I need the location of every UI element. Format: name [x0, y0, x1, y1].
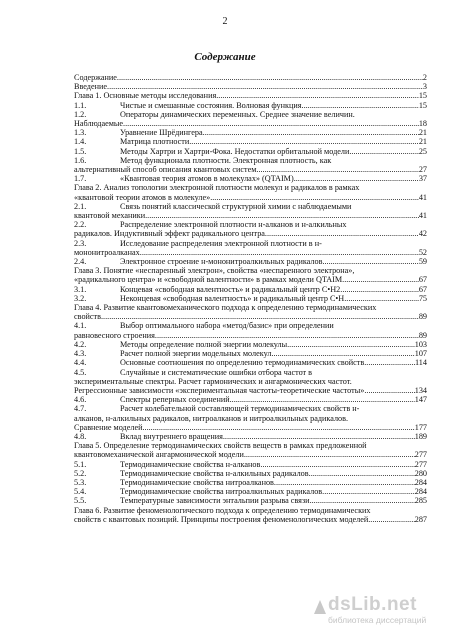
watermark-logo: [312, 594, 440, 628]
toc-line: [74, 303, 427, 312]
toc-page: 89: [418, 330, 427, 340]
dot-leader: [322, 257, 418, 266]
dot-leader: [210, 193, 419, 202]
toc-page: 284: [414, 487, 427, 497]
toc-line: [74, 368, 427, 377]
toc-entry[interactable]: [74, 496, 427, 505]
toc-entry[interactable]: [74, 506, 427, 524]
toc-page: 89: [418, 312, 427, 322]
toc-entry[interactable]: [74, 469, 427, 478]
toc-line: [74, 496, 427, 505]
toc-text-continued: свойств с квантовых позиций. Принципы построения феноменологических моделей: [74, 514, 369, 524]
toc-number: 2.3.: [74, 238, 87, 248]
dot-leader: [364, 358, 415, 367]
toc-line-continued: [74, 377, 427, 386]
toc-text-continued: Регрессионные зависимости «экспериментальная частоты-теоретические частоты»: [74, 385, 365, 395]
toc-line: [74, 469, 427, 478]
toc-page: 285: [414, 496, 427, 506]
toc-page: 67: [418, 275, 427, 285]
toc-line: [74, 91, 427, 100]
toc-line-continued: [74, 515, 427, 524]
toc-line: [74, 404, 427, 413]
toc-text: Случайные и систематические ошибки отбора частот в: [120, 367, 313, 377]
toc-line: [74, 147, 427, 156]
toc-entry[interactable]: [74, 478, 427, 487]
page-title: Содержание: [194, 51, 256, 63]
toc-number: 4.8.: [74, 431, 87, 441]
toc-entry[interactable]: [74, 147, 427, 156]
toc-page: 41: [418, 192, 427, 202]
toc-page: 284: [414, 477, 427, 487]
toc-line: [74, 432, 427, 441]
toc-entry[interactable]: [74, 340, 427, 349]
toc-page: 3: [422, 82, 427, 92]
toc-line-continued: [74, 275, 427, 284]
dot-leader: [101, 312, 419, 321]
toc-entry[interactable]: [74, 441, 427, 459]
toc-line: [74, 156, 427, 165]
toc-number: 2.1.: [74, 201, 87, 211]
toc-line-continued: [74, 386, 427, 395]
toc-number: 4.6.: [74, 395, 87, 405]
toc-line: [74, 239, 427, 248]
toc-number: 2.4.: [74, 257, 87, 267]
toc-entry[interactable]: [74, 303, 427, 321]
toc-entry[interactable]: [74, 321, 427, 339]
toc-page: 67: [418, 284, 427, 294]
toc-page: 189: [414, 431, 427, 441]
dot-leader: [322, 487, 415, 496]
table-of-contents: [74, 73, 427, 524]
dot-leader: [140, 248, 419, 257]
page-number: 2: [222, 16, 228, 27]
toc-page: 15: [418, 100, 427, 110]
toc-page: 287: [414, 514, 427, 524]
watermark-caption: библиотека диссертаций: [328, 615, 427, 625]
dot-leader: [287, 340, 415, 349]
toc-entry[interactable]: [74, 220, 427, 238]
dot-leader: [244, 450, 415, 459]
toc-entry[interactable]: [74, 82, 427, 91]
toc-number: 5.2.: [74, 468, 87, 478]
toc-line: [74, 202, 427, 211]
toc-text: Глава 6. Развитие феноменологического подхода к определению термодинамических: [74, 505, 371, 515]
toc-page: 2: [422, 73, 427, 82]
toc-text-continued: Наблюдаемые: [74, 119, 124, 129]
toc-text-continued: Сравнение моделей: [74, 422, 143, 432]
toc-line-continued: [74, 248, 427, 257]
toc-entry[interactable]: [74, 285, 427, 294]
toc-number: 1.2.: [74, 109, 87, 119]
toc-line: [74, 460, 427, 469]
dot-leader: [294, 174, 419, 183]
toc-line: [74, 441, 427, 450]
toc-text-continued: алканов, н-алкильных радикалов, нитроалканов и нитроалкильных радикалов.: [74, 413, 349, 423]
toc-line-continued: [74, 414, 427, 423]
toc-number: 4.3.: [74, 349, 87, 359]
toc-page: 42: [418, 229, 427, 239]
toc-line-continued: [74, 193, 427, 202]
toc-text: Концевая «свободная валентность» и радикальный центр C•H2: [120, 284, 341, 294]
toc-number: 4.1.: [74, 321, 87, 331]
toc-text: Термодинамические свойства нитроалканов: [120, 477, 274, 487]
toc-line: [74, 82, 427, 91]
toc-page: 41: [418, 211, 427, 221]
toc-number: 5.1.: [74, 459, 87, 469]
dot-leader: [145, 211, 419, 220]
toc-entry[interactable]: [74, 137, 427, 146]
toc-line: [74, 174, 427, 183]
toc-page: 18: [418, 119, 427, 129]
toc-entry[interactable]: [74, 395, 427, 404]
toc-page: 59: [418, 257, 427, 267]
toc-text-continued: «радикального центра» и «свободной валентности» в рамках модели QTAIM: [74, 275, 343, 285]
toc-page: 107: [414, 349, 427, 359]
toc-page: 114: [415, 358, 427, 368]
toc-text: Операторы динамических переменных. Среднее значение величин.: [120, 109, 355, 119]
dot-leader: [309, 469, 415, 478]
toc-text: Глава 1. Основные методы исследования: [74, 91, 217, 101]
toc-entry[interactable]: [74, 404, 427, 432]
toc-entry[interactable]: [74, 349, 427, 358]
toc-number: 2.2.: [74, 220, 87, 230]
toc-number: 3.2.: [74, 293, 87, 303]
dot-leader: [230, 395, 415, 404]
toc-line: [74, 257, 427, 266]
dot-leader: [310, 496, 415, 505]
toc-page: 75: [418, 293, 427, 303]
toc-entry[interactable]: [74, 128, 427, 137]
dot-leader: [271, 349, 414, 358]
toc-text: Электронное строение н-мононитроалкильных радикалов: [120, 257, 323, 267]
toc-number: 4.7.: [74, 404, 87, 414]
toc-entry[interactable]: [74, 174, 427, 183]
toc-page: 27: [418, 165, 427, 175]
toc-line-continued: [74, 423, 427, 432]
toc-number: 5.4.: [74, 487, 87, 497]
leaf-icon: [314, 600, 326, 614]
toc-entry[interactable]: [74, 183, 427, 201]
toc-line: [74, 478, 427, 487]
dot-leader: [265, 229, 419, 238]
toc-page: 277: [414, 459, 427, 469]
toc-line: [74, 73, 427, 82]
toc-entry[interactable]: [74, 91, 427, 100]
toc-text: Метод функционала плотности. Электронная плотность, как: [120, 155, 332, 165]
dot-leader: [274, 478, 415, 487]
toc-text: Глава 4. Развитие квантовомеханического подхода к определению термодинамических: [74, 303, 377, 313]
toc-number: 4.4.: [74, 358, 87, 368]
toc-entry[interactable]: [74, 101, 427, 110]
toc-text-continued: квантовомеханической ангармонической модели: [74, 450, 244, 460]
toc-line: [74, 395, 427, 404]
dot-leader: [260, 460, 414, 469]
toc-text: Глава 3. Понятие «неспаренный электрон», свойства «неспаренного электрона»,: [74, 266, 355, 276]
toc-number: 1.5.: [74, 146, 87, 156]
toc-number: 1.6.: [74, 155, 87, 165]
toc-text: Расчет полной энергии модельных молекул: [120, 349, 272, 359]
toc-text-continued: свойств: [74, 312, 101, 322]
toc-text: Введение: [74, 82, 108, 92]
toc-line: [74, 294, 427, 303]
toc-text-continued: «квантовой теории атомов в молекуле»: [74, 192, 211, 202]
dot-leader: [189, 137, 419, 146]
toc-number: 5.5.: [74, 496, 87, 506]
toc-number: 1.7.: [74, 174, 87, 184]
toc-number: 1.4.: [74, 137, 87, 147]
toc-text: Термодинамические свойства н-алканов: [120, 459, 261, 469]
toc-line: [74, 340, 427, 349]
toc-page: 25: [418, 146, 427, 156]
toc-line: [74, 506, 427, 515]
toc-line: [74, 220, 427, 229]
toc-text-continued: мононитроалканах: [74, 247, 140, 257]
toc-text: Вклад внутреннего вращения: [120, 431, 223, 441]
dot-leader: [364, 386, 414, 395]
toc-page: 277: [414, 450, 427, 460]
dot-leader: [344, 294, 419, 303]
toc-entry[interactable]: [74, 73, 427, 82]
toc-line-continued: [74, 211, 427, 220]
toc-text: Распределение электронной плотности н-алканов и н-алкильных: [120, 220, 347, 230]
toc-entry[interactable]: [74, 257, 427, 266]
toc-text: Глава 5. Определение термодинамических свойств веществ в рамках предложенной: [74, 441, 367, 451]
toc-line: [74, 349, 427, 358]
toc-text: Методы определение полной энергии молекулы: [120, 339, 288, 349]
toc-page: 134: [414, 385, 427, 395]
watermark-site: dsLib.net: [328, 594, 417, 615]
dot-leader: [117, 73, 423, 82]
toc-text: Методы Хартри и Хартри-Фока. Недостатки орбитальной модели: [120, 146, 350, 156]
dot-leader: [302, 101, 419, 110]
toc-entry[interactable]: [74, 432, 427, 441]
toc-line: [74, 101, 427, 110]
toc-line-continued: [74, 165, 427, 174]
toc-entry[interactable]: [74, 110, 427, 128]
toc-line: [74, 110, 427, 119]
dot-leader: [155, 331, 419, 340]
dot-leader: [203, 128, 419, 137]
toc-text: Чистые и смешанные состояния. Волновая функция: [120, 100, 302, 110]
toc-text: Расчет колебательной составляющей термодинамических свойств н-: [120, 404, 360, 414]
toc-line-continued: [74, 119, 427, 128]
toc-line: [74, 266, 427, 275]
toc-line: [74, 321, 427, 330]
toc-number: 1.3.: [74, 128, 87, 138]
toc-text: Глава 2. Анализ топологии электронной плотности молекул и радикалов в рамках: [74, 183, 360, 193]
toc-text-continued: альтернативный способ описания квантовых систем: [74, 165, 257, 175]
toc-page: 52: [418, 247, 427, 257]
toc-number: 4.2.: [74, 339, 87, 349]
toc-line-continued: [74, 331, 427, 340]
toc-entry[interactable]: [74, 460, 427, 469]
toc-text: Спектры реперных соединений: [120, 395, 230, 405]
toc-entry[interactable]: [74, 487, 427, 496]
toc-text: Выбор оптимального набора «метод/базис» при определении: [120, 321, 334, 331]
dot-leader: [368, 515, 415, 524]
toc-page: 147: [414, 395, 427, 405]
toc-line: [74, 137, 427, 146]
toc-number: 3.1.: [74, 284, 87, 294]
dot-leader: [216, 91, 419, 100]
toc-line: [74, 183, 427, 192]
toc-text: Матрица плотности: [120, 137, 190, 147]
toc-text: «Квантовая теория атомов в молекулах» (QTAIM): [120, 174, 294, 184]
toc-line: [74, 128, 427, 137]
dot-leader: [142, 423, 414, 432]
toc-line-continued: [74, 450, 427, 459]
toc-text: Термодинамические свойства н-алкильных радикалов: [120, 468, 309, 478]
toc-page: 37: [418, 174, 427, 184]
toc-text: Неконцевая «свободная валентность» и радикальный центр C•H: [120, 293, 345, 303]
toc-line: [74, 285, 427, 294]
dot-leader: [256, 165, 418, 174]
toc-page: 15: [418, 91, 427, 101]
toc-text: Температурные зависимости энтальпии разрыва связи: [120, 496, 310, 506]
dot-leader: [342, 275, 419, 284]
toc-number: 4.5.: [74, 367, 87, 377]
toc-text: Основные соотношения по определению термодинамических свойств: [120, 358, 365, 368]
toc-text: Уравнение Шрёдингера: [120, 128, 203, 138]
toc-entry[interactable]: [74, 358, 427, 367]
toc-text: Содержание: [74, 73, 117, 82]
toc-line: [74, 487, 427, 496]
toc-entry[interactable]: [74, 239, 427, 257]
toc-text: Термодинамические свойства нитроалкильных радикалов: [120, 487, 323, 497]
toc-page: 103: [414, 339, 427, 349]
toc-line: [74, 358, 427, 367]
toc-line-continued: [74, 312, 427, 321]
toc-text-continued: равновесного строения: [74, 330, 155, 340]
dot-leader: [123, 119, 419, 128]
toc-line-continued: [74, 229, 427, 238]
toc-page: 280: [414, 468, 427, 478]
toc-text: Связь понятий классической структурной химии с наблюдаемыми: [120, 201, 352, 211]
toc-text-continued: квантовой механики: [74, 211, 146, 221]
toc-page: 21: [418, 128, 427, 138]
dot-leader: [223, 432, 415, 441]
dot-leader: [349, 147, 418, 156]
dot-leader: [107, 82, 423, 91]
toc-entry[interactable]: [74, 266, 427, 284]
toc-entry[interactable]: [74, 202, 427, 220]
toc-text-continued: радикалов. Индуктивный эффект радикального центра: [74, 229, 265, 239]
toc-number: 5.3.: [74, 477, 87, 487]
dot-leader: [340, 285, 419, 294]
toc-page: 177: [414, 422, 427, 432]
toc-page: 21: [418, 137, 427, 147]
toc-text: Исследование распределения электронной плотности в н-: [120, 238, 322, 248]
toc-entry[interactable]: [74, 156, 427, 174]
toc-text-continued: экспериментальные спектры. Расчет гармонических и ангармонических частот.: [74, 376, 352, 386]
toc-entry[interactable]: [74, 368, 427, 396]
toc-number: 1.1.: [74, 100, 87, 110]
toc-entry[interactable]: [74, 294, 427, 303]
